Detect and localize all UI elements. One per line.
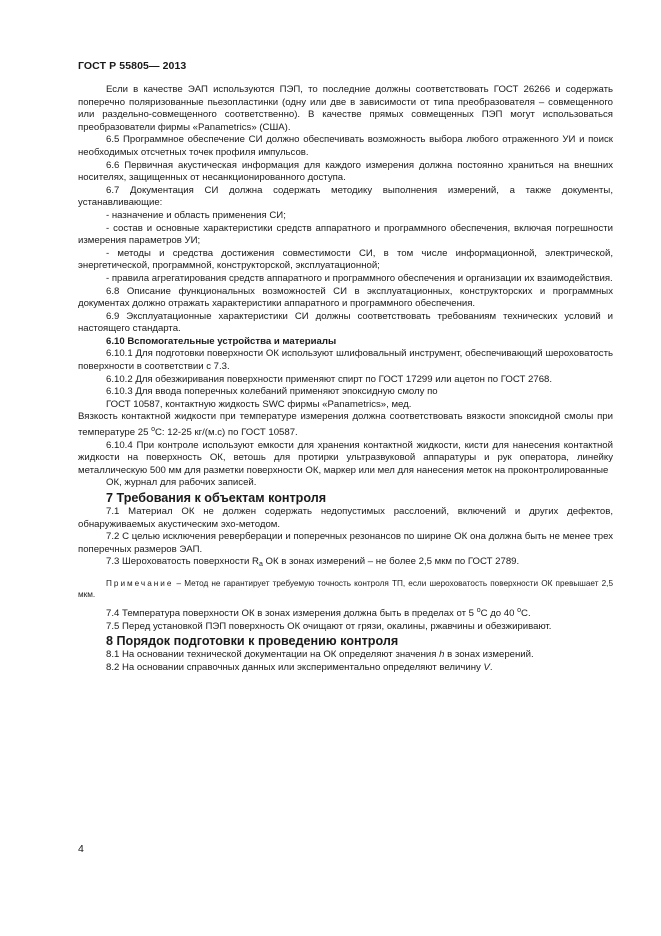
- note-label: Примечание: [106, 578, 174, 588]
- paragraph: 6.10.4 При контроле используют емкости для хранения контактной жидкости, кисти для нанесения контактной жидкости на поверхность ОК, ветошь для протирки ультразвуковой аппаратуры и рук оператора, линейку металлическую 500 мм для разметки поверхности ОК, маркер или мел для нанесения меток на проконтролированные: [78, 439, 613, 476]
- paragraph: 7.2 С целью исключения реверберации и поперечных резонансов по ширине ОК она должна быть не менее трех поперечных размеров ЭАП.: [78, 531, 613, 555]
- text: С: 12-25 кг/(м.с) по ГОСТ 10587.: [154, 427, 298, 439]
- section-heading: 7 Требования к объектам контроля: [106, 491, 327, 505]
- text: ОК в зонах измерений – не более 2,5 мкм по ГОСТ 2789.: [262, 556, 520, 568]
- paragraph: 6.10.1 Для подготовки поверхности ОК используют шлифовальный инструмент, обеспечивающий шероховатость поверхности в соответствии с 7.3.: [78, 348, 613, 373]
- list-item: - назначение и область применения СИ;: [106, 209, 286, 221]
- paragraph: [78, 605, 613, 621]
- paragraph: 7.5 Перед установкой ПЭП поверхность ОК очищают от грязи, окалины, ржавчины и обезжиривают.: [106, 620, 552, 632]
- variable: V: [483, 661, 490, 673]
- page-content: [78, 84, 613, 674]
- page-number: 4: [78, 843, 84, 855]
- paragraph: [78, 649, 613, 662]
- paragraph: ГОСТ 10587, контактную жидкость SWC фирмы «Panametrics», мед.: [106, 398, 412, 410]
- paragraph: 6.8 Описание функциональных возможностей СИ в эксплуатационных, конструкторских и программных документах должно отражать характеристики аппаратного и программного обеспечения.: [78, 285, 613, 310]
- text: в зонах измерений.: [444, 649, 534, 661]
- text: Вязкость контактной жидкости при температуре измерения должна соответствовать вязкости эпоксидной смолы при температуре 25: [78, 411, 613, 439]
- variable: h: [439, 649, 445, 661]
- text: 8.1 На основании технической документации на ОК определяют значения: [106, 649, 440, 661]
- paragraph: 6.7 Документация СИ должна содержать методику выполнения измерений, а также документы, устанавливающие:: [78, 184, 613, 209]
- paragraph: 6.10.2 Для обезжиривания поверхности применяют спирт по ГОСТ 17299 или ацетон по ГОСТ 2768.: [106, 373, 553, 385]
- paragraph: ОК, журнал для рабочих записей.: [106, 477, 257, 489]
- degree-mark: о: [517, 606, 522, 614]
- degree-mark: о: [476, 606, 481, 614]
- section-heading: 8 Порядок подготовки к проведению контроля: [106, 634, 399, 649]
- list-item: - состав и основные характеристики средств аппаратного и программного обеспечения, включая погрешности измерения параметров УИ;: [78, 222, 613, 247]
- note-text: – Метод не гарантирует требуемую точность контроля ТП, если шероховатость поверхности ОК превышает 2,5 мкм.: [78, 578, 613, 599]
- paragraph: 6.5 Программное обеспечение СИ должно обеспечивать возможность выбора любого отраженного УИ и поиск необходимых отсчетных точек профиля импульсов.: [78, 134, 613, 158]
- text: С.: [521, 607, 531, 619]
- paragraph: [78, 411, 613, 439]
- text: .: [489, 661, 493, 673]
- subscript: a: [258, 561, 263, 569]
- subsection-heading: 6.10 Вспомогательные устройства и материалы: [106, 335, 337, 347]
- paragraph: 6.10.3 Для ввода поперечных колебаний применяют эпоксидную смолу по: [106, 386, 438, 398]
- paragraph: 6.9 Эксплуатационные характеристики СИ должны соответствовать требованиям технических условий и настоящего стандарта.: [78, 310, 613, 335]
- text: 7.4 Температура поверхности ОК в зонах измерения должна быть в пределах от 5: [106, 607, 477, 619]
- list-item: - методы и средства достижения совместимости СИ, в том числе информационной, электрической, энергетической, программной, конструкторской, эксплуатационной;: [78, 247, 613, 272]
- paragraph: [78, 556, 613, 572]
- note: [78, 578, 613, 600]
- text: С до 40: [480, 607, 518, 619]
- paragraph: Если в качестве ЭАП используются ПЭП, то последние должны соответствовать ГОСТ 26266 и содержать поперечно поляризованные пьезопластинки (одну или две в зависимости от типа преобразователя – совмещенного или раздельно-совмещенного соответственно). В качестве прямых совмещенных ПЭП могут использоваться преобразователи фирмы «Panametrics» (США).: [78, 84, 613, 133]
- page-header: ГОСТ Р 55805— 2013: [78, 60, 187, 72]
- paragraph: 7.1 Материал ОК не должен содержать недопустимых расслоений, включений и других дефектов, обнаруживаемых акустическим эхо-методом.: [78, 506, 613, 530]
- text: 8.2 На основании справочных данных или экспериментально определяют величину: [106, 661, 484, 673]
- paragraph: [78, 662, 613, 675]
- list-item: - правила агрегатирования средств аппаратного и программного обеспечения и организации их взаимодействия.: [106, 272, 613, 284]
- text: 7.3 Шероховатость поверхности R: [106, 556, 259, 568]
- paragraph: 6.6 Первичная акустическая информация для каждого измерения должна постоянно храниться на внешних носителях, защищенных от несанкционированного доступа.: [78, 159, 613, 184]
- degree-mark: о: [151, 426, 155, 434]
